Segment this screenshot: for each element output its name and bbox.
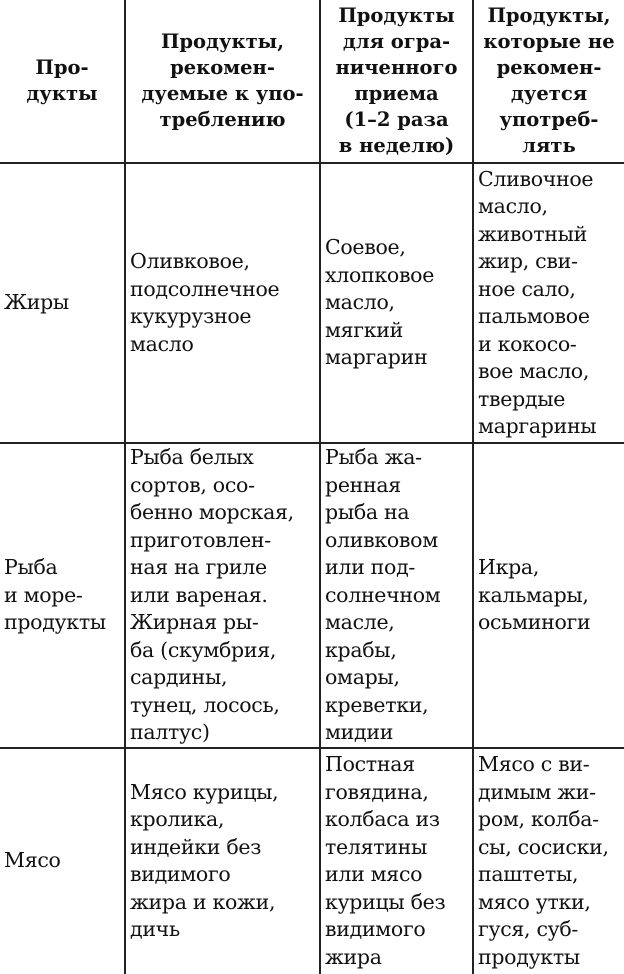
table-row: [0, 443, 624, 748]
table-header-row: [0, 0, 624, 163]
cell-not-recommended: Икра, кальмары, осьминоги: [473, 443, 624, 748]
header-recommended: Продукты, рекомен- дуемые к упо- треблению: [125, 0, 320, 163]
cell-not-recommended: Мясо с ви- димым жи- ром, колба- сы, сосиски, паштеты, мясо утки, гуся, суб- продукты: [473, 748, 624, 974]
cell-recommended: Оливковое, подсолнечное кукурузное масло: [125, 163, 320, 443]
cell-not-recommended: Сливочное масло, животный жир, сви- ное сало, пальмовое и кокосо- вое масло, твердые маргарины: [473, 163, 624, 443]
cell-limited: Постная говядина, колбаса из телятины или мясо курицы без видимого жира: [320, 748, 473, 974]
cell-category: Рыба и море- продукты: [0, 443, 125, 748]
cell-limited: Рыба жа- ренная рыба на оливковом или под- солнечном масле, крабы, омары, креветки, мидии: [320, 443, 473, 748]
cell-limited: Соевое, хлопковое масло, мягкий маргарин: [320, 163, 473, 443]
cell-recommended: Мясо курицы, кролика, индейки без видимого жира и кожи, дичь: [125, 748, 320, 974]
table-row: [0, 163, 624, 443]
cell-category: Мясо: [0, 748, 125, 974]
header-products: Про- дукты: [0, 0, 125, 163]
table-row: [0, 748, 624, 974]
header-limited: Продукты для огра- ниченного приема (1–2 раза в неделю): [320, 0, 473, 163]
cell-recommended: Рыба белых сортов, осо- бенно морская, приготовлен- ная на гриле или вареная. Жирная ры- ба (скумбрия, сардины, тунец, лосось, палтус): [125, 443, 320, 748]
header-not-recommended: Продукты, которые не рекомен- дуется употреб- лять: [473, 0, 624, 163]
cell-category: Жиры: [0, 163, 125, 443]
